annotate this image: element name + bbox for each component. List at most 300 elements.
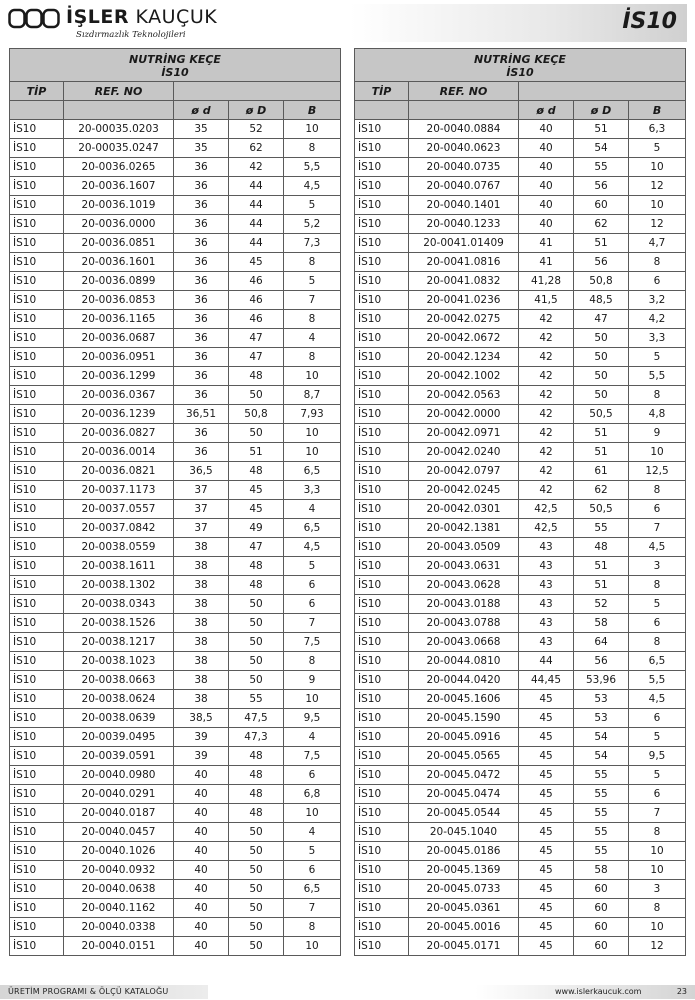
table-row <box>355 861 686 880</box>
table-row <box>355 842 686 861</box>
cell-width: 8 <box>629 253 686 272</box>
cell-width: 10 <box>629 443 686 462</box>
cell-type: İS10 <box>355 272 409 291</box>
cell-ref-no: 20-0040.0884 <box>409 120 519 139</box>
cell-type: İS10 <box>355 918 409 937</box>
cell-type: İS10 <box>10 899 64 918</box>
cell-ref-no: 20-0036.0687 <box>64 329 174 348</box>
company-logo <box>8 6 218 40</box>
cell-width: 6 <box>284 766 341 785</box>
cell-inner-diameter: 38 <box>174 690 229 709</box>
table-row <box>10 329 341 348</box>
cell-width: 9,5 <box>284 709 341 728</box>
table-row <box>355 728 686 747</box>
cell-outer-diameter: 45 <box>229 253 284 272</box>
cell-type: İS10 <box>10 139 64 158</box>
cell-inner-diameter: 45 <box>519 709 574 728</box>
cell-type: İS10 <box>355 329 409 348</box>
cell-width: 5 <box>629 766 686 785</box>
cell-ref-no: 20-0040.0735 <box>409 158 519 177</box>
table-row <box>355 880 686 899</box>
cell-outer-diameter: 47 <box>574 310 629 329</box>
table-header-row <box>355 82 686 101</box>
cell-ref-no: 20-0041.0236 <box>409 291 519 310</box>
cell-type: İS10 <box>355 310 409 329</box>
cell-ref-no: 20-0042.0563 <box>409 386 519 405</box>
cell-inner-diameter: 41 <box>519 234 574 253</box>
cell-ref-no: 20-0038.0559 <box>64 538 174 557</box>
table-row <box>355 918 686 937</box>
table-row <box>355 405 686 424</box>
col-subheader-blank <box>64 101 174 120</box>
cell-ref-no: 20-0040.1162 <box>64 899 174 918</box>
cell-inner-diameter: 40 <box>519 215 574 234</box>
cell-inner-diameter: 40 <box>174 823 229 842</box>
cell-inner-diameter: 36 <box>174 158 229 177</box>
cell-type: İS10 <box>355 861 409 880</box>
table-row <box>10 842 341 861</box>
cell-inner-diameter: 42 <box>519 329 574 348</box>
cell-ref-no: 20-0045.1606 <box>409 690 519 709</box>
cell-width: 7 <box>284 899 341 918</box>
cell-type: İS10 <box>10 595 64 614</box>
cell-outer-diameter: 61 <box>574 462 629 481</box>
cell-type: İS10 <box>355 500 409 519</box>
cell-type: İS10 <box>10 158 64 177</box>
cell-ref-no: 20-0040.0932 <box>64 861 174 880</box>
cell-outer-diameter: 50 <box>229 424 284 443</box>
cell-inner-diameter: 38 <box>174 633 229 652</box>
cell-type: İS10 <box>10 766 64 785</box>
cell-ref-no: 20-0040.0338 <box>64 918 174 937</box>
cell-outer-diameter: 64 <box>574 633 629 652</box>
cell-type: İS10 <box>355 747 409 766</box>
cell-width: 10 <box>629 918 686 937</box>
cell-type: İS10 <box>355 405 409 424</box>
brand-bold: İŞLER <box>66 6 129 28</box>
cell-outer-diameter: 55 <box>574 842 629 861</box>
cell-ref-no: 20-0036.1601 <box>64 253 174 272</box>
cell-inner-diameter: 37 <box>174 481 229 500</box>
cell-outer-diameter: 50 <box>229 861 284 880</box>
table-row <box>10 481 341 500</box>
cell-ref-no: 20-0045.0916 <box>409 728 519 747</box>
cell-inner-diameter: 36 <box>174 386 229 405</box>
cell-ref-no: 20-0036.0853 <box>64 291 174 310</box>
table-row <box>355 291 686 310</box>
table-title-line2: İS10 <box>161 65 189 79</box>
cell-type: İS10 <box>355 291 409 310</box>
cell-width: 8 <box>284 918 341 937</box>
cell-outer-diameter: 55 <box>574 804 629 823</box>
cell-inner-diameter: 45 <box>519 842 574 861</box>
table-row <box>10 253 341 272</box>
cell-width: 8 <box>284 652 341 671</box>
cell-outer-diameter: 51 <box>574 443 629 462</box>
cell-ref-no: 20-0040.0623 <box>409 139 519 158</box>
cell-width: 4,7 <box>629 234 686 253</box>
col-subheader-blank <box>355 101 409 120</box>
cell-type: İS10 <box>355 424 409 443</box>
table-row <box>10 215 341 234</box>
cell-width: 7,3 <box>284 234 341 253</box>
cell-ref-no: 20-0036.1607 <box>64 177 174 196</box>
cell-inner-diameter: 36,5 <box>174 462 229 481</box>
product-code-box <box>350 4 687 42</box>
table-row <box>10 785 341 804</box>
cell-inner-diameter: 40 <box>174 937 229 956</box>
cell-outer-diameter: 48 <box>229 804 284 823</box>
table-row <box>355 671 686 690</box>
cell-inner-diameter: 38 <box>174 538 229 557</box>
cell-outer-diameter: 55 <box>229 690 284 709</box>
cell-ref-no: 20-0038.0343 <box>64 595 174 614</box>
cell-outer-diameter: 50 <box>229 633 284 652</box>
page-footer <box>0 985 695 1000</box>
cell-ref-no: 20-0036.0851 <box>64 234 174 253</box>
cell-type: İS10 <box>10 690 64 709</box>
cell-outer-diameter: 50 <box>229 671 284 690</box>
cell-width: 4,5 <box>629 538 686 557</box>
cell-ref-no: 20-0036.0821 <box>64 462 174 481</box>
cell-outer-diameter: 48 <box>229 557 284 576</box>
cell-ref-no: 20-0042.0971 <box>409 424 519 443</box>
cell-ref-no: 20-0036.1239 <box>64 405 174 424</box>
table-row <box>10 937 341 956</box>
cell-outer-diameter: 48 <box>229 576 284 595</box>
cell-outer-diameter: 47,5 <box>229 709 284 728</box>
table-title <box>355 49 686 82</box>
cell-inner-diameter: 38 <box>174 576 229 595</box>
cell-width: 6 <box>629 614 686 633</box>
cell-ref-no: 20-0041.0832 <box>409 272 519 291</box>
cell-width: 4,8 <box>629 405 686 424</box>
cell-type: İS10 <box>10 291 64 310</box>
cell-outer-diameter: 52 <box>574 595 629 614</box>
cell-inner-diameter: 44,45 <box>519 671 574 690</box>
cell-ref-no: 20-0040.0638 <box>64 880 174 899</box>
table-row <box>355 367 686 386</box>
cell-width: 7 <box>284 614 341 633</box>
cell-ref-no: 20-0036.1019 <box>64 196 174 215</box>
cell-type: İS10 <box>10 329 64 348</box>
table-row <box>355 329 686 348</box>
cell-inner-diameter: 40 <box>174 785 229 804</box>
table-row <box>355 785 686 804</box>
cell-width: 6 <box>284 861 341 880</box>
table-row <box>355 899 686 918</box>
cell-type: İS10 <box>355 462 409 481</box>
cell-outer-diameter: 56 <box>574 253 629 272</box>
cell-width: 4 <box>284 823 341 842</box>
cell-type: İS10 <box>355 766 409 785</box>
cell-inner-diameter: 40 <box>519 139 574 158</box>
cell-outer-diameter: 53 <box>574 690 629 709</box>
cell-type: İS10 <box>355 690 409 709</box>
cell-ref-no: 20-0042.0245 <box>409 481 519 500</box>
cell-ref-no: 20-0036.0014 <box>64 443 174 462</box>
cell-type: İS10 <box>355 234 409 253</box>
cell-width: 4,2 <box>629 310 686 329</box>
cell-type: İS10 <box>355 519 409 538</box>
cell-type: İS10 <box>10 633 64 652</box>
cell-ref-no: 20-0038.0663 <box>64 671 174 690</box>
cell-ref-no: 20-0038.1302 <box>64 576 174 595</box>
cell-inner-diameter: 42 <box>519 424 574 443</box>
cell-inner-diameter: 45 <box>519 804 574 823</box>
cell-ref-no: 20-0038.1526 <box>64 614 174 633</box>
table-row <box>10 462 341 481</box>
cell-outer-diameter: 55 <box>574 158 629 177</box>
cell-outer-diameter: 50 <box>229 918 284 937</box>
cell-inner-diameter: 45 <box>519 766 574 785</box>
cell-type: İS10 <box>10 785 64 804</box>
cell-inner-diameter: 36 <box>174 196 229 215</box>
cell-inner-diameter: 36 <box>174 177 229 196</box>
cell-inner-diameter: 40 <box>519 158 574 177</box>
col-header-inner-diameter: ø d <box>174 101 229 120</box>
cell-inner-diameter: 42 <box>519 310 574 329</box>
col-header-dims <box>519 82 686 101</box>
table-row <box>10 804 341 823</box>
cell-outer-diameter: 50 <box>229 880 284 899</box>
cell-type: İS10 <box>10 842 64 861</box>
cell-outer-diameter: 48 <box>229 766 284 785</box>
cell-inner-diameter: 39 <box>174 728 229 747</box>
table-row <box>10 386 341 405</box>
table-row <box>355 177 686 196</box>
cell-inner-diameter: 42 <box>519 443 574 462</box>
cell-inner-diameter: 43 <box>519 614 574 633</box>
cell-ref-no: 20-0045.0186 <box>409 842 519 861</box>
cell-outer-diameter: 48 <box>229 785 284 804</box>
cell-width: 10 <box>284 120 341 139</box>
cell-inner-diameter: 45 <box>519 690 574 709</box>
table-row <box>10 595 341 614</box>
cell-inner-diameter: 40 <box>519 177 574 196</box>
cell-ref-no: 20-0036.0367 <box>64 386 174 405</box>
cell-outer-diameter: 46 <box>229 291 284 310</box>
cell-type: İS10 <box>355 899 409 918</box>
cell-width: 5 <box>629 728 686 747</box>
table-row <box>355 557 686 576</box>
cell-ref-no: 20-0040.0151 <box>64 937 174 956</box>
cell-width: 8 <box>629 576 686 595</box>
cell-type: İS10 <box>10 652 64 671</box>
cell-type: İS10 <box>355 139 409 158</box>
cell-inner-diameter: 40 <box>174 899 229 918</box>
cell-type: İS10 <box>10 937 64 956</box>
cell-outer-diameter: 54 <box>574 728 629 747</box>
cell-width: 5 <box>629 139 686 158</box>
cell-inner-diameter: 41,5 <box>519 291 574 310</box>
cell-ref-no: 20-00035.0247 <box>64 139 174 158</box>
page-number: 23 <box>676 987 687 996</box>
cell-type: İS10 <box>355 804 409 823</box>
cell-width: 8 <box>629 481 686 500</box>
col-header-dims <box>174 82 341 101</box>
cell-inner-diameter: 36,51 <box>174 405 229 424</box>
cell-inner-diameter: 43 <box>519 557 574 576</box>
cell-ref-no: 20-0043.0668 <box>409 633 519 652</box>
cell-ref-no: 20-0045.1590 <box>409 709 519 728</box>
cell-width: 8 <box>284 348 341 367</box>
logo-rings-icon <box>8 8 60 30</box>
col-header-ref: REF. NO <box>64 82 174 101</box>
table-row <box>355 823 686 842</box>
cell-inner-diameter: 42 <box>519 462 574 481</box>
cell-ref-no: 20-0042.0000 <box>409 405 519 424</box>
cell-width: 6,8 <box>284 785 341 804</box>
cell-width: 8 <box>629 899 686 918</box>
table-header-row <box>10 82 341 101</box>
cell-type: İS10 <box>10 443 64 462</box>
cell-outer-diameter: 50 <box>574 348 629 367</box>
cell-outer-diameter: 48,5 <box>574 291 629 310</box>
cell-outer-diameter: 44 <box>229 234 284 253</box>
table-row <box>355 424 686 443</box>
table-row <box>10 405 341 424</box>
cell-width: 8 <box>629 386 686 405</box>
cell-outer-diameter: 50,8 <box>574 272 629 291</box>
cell-ref-no: 20-0042.1381 <box>409 519 519 538</box>
cell-type: İS10 <box>10 424 64 443</box>
cell-outer-diameter: 50 <box>574 386 629 405</box>
cell-ref-no: 20-0042.0797 <box>409 462 519 481</box>
table-row <box>10 880 341 899</box>
col-header-outer-diameter: ø D <box>574 101 629 120</box>
cell-inner-diameter: 36 <box>174 215 229 234</box>
cell-type: İS10 <box>10 310 64 329</box>
table-row <box>10 747 341 766</box>
cell-width: 5,5 <box>629 367 686 386</box>
cell-width: 6,3 <box>629 120 686 139</box>
cell-outer-diameter: 50 <box>229 842 284 861</box>
cell-inner-diameter: 36 <box>174 443 229 462</box>
cell-inner-diameter: 42 <box>519 348 574 367</box>
cell-ref-no: 20-0039.0591 <box>64 747 174 766</box>
cell-ref-no: 20-0038.0639 <box>64 709 174 728</box>
cell-type: İS10 <box>355 158 409 177</box>
cell-ref-no: 20-0036.1165 <box>64 310 174 329</box>
product-code: İS10 <box>622 9 677 34</box>
cell-ref-no: 20-0045.0474 <box>409 785 519 804</box>
table-row <box>355 462 686 481</box>
cell-inner-diameter: 45 <box>519 861 574 880</box>
cell-type: İS10 <box>355 595 409 614</box>
cell-ref-no: 20-0040.0980 <box>64 766 174 785</box>
cell-inner-diameter: 45 <box>519 823 574 842</box>
cell-width: 3 <box>629 557 686 576</box>
table-row <box>355 595 686 614</box>
footer-website-link[interactable]: www.islerkaucuk.com <box>555 987 642 996</box>
cell-type: İS10 <box>10 348 64 367</box>
cell-width: 12 <box>629 937 686 956</box>
cell-width: 6 <box>629 500 686 519</box>
cell-type: İS10 <box>355 671 409 690</box>
table-row <box>355 937 686 956</box>
table-row <box>10 690 341 709</box>
cell-outer-diameter: 50,8 <box>229 405 284 424</box>
cell-outer-diameter: 47 <box>229 329 284 348</box>
cell-width: 5,5 <box>284 158 341 177</box>
cell-inner-diameter: 36 <box>174 253 229 272</box>
cell-type: İS10 <box>10 861 64 880</box>
cell-outer-diameter: 50 <box>229 595 284 614</box>
cell-ref-no: 20-0043.0631 <box>409 557 519 576</box>
cell-inner-diameter: 36 <box>174 291 229 310</box>
col-header-width: B <box>629 101 686 120</box>
table-title <box>10 49 341 82</box>
cell-outer-diameter: 51 <box>574 576 629 595</box>
cell-width: 5 <box>629 348 686 367</box>
cell-outer-diameter: 62 <box>574 481 629 500</box>
cell-type: İS10 <box>10 367 64 386</box>
cell-type: İS10 <box>355 709 409 728</box>
table-row <box>355 747 686 766</box>
cell-outer-diameter: 55 <box>574 519 629 538</box>
cell-type: İS10 <box>10 120 64 139</box>
cell-type: İS10 <box>355 177 409 196</box>
cell-inner-diameter: 38,5 <box>174 709 229 728</box>
cell-width: 10 <box>629 196 686 215</box>
cell-outer-diameter: 53 <box>574 709 629 728</box>
cell-type: İS10 <box>10 823 64 842</box>
cell-outer-diameter: 50,5 <box>574 405 629 424</box>
cell-outer-diameter: 47 <box>229 538 284 557</box>
table-row <box>10 310 341 329</box>
table-row <box>10 367 341 386</box>
cell-outer-diameter: 48 <box>574 538 629 557</box>
cell-inner-diameter: 36 <box>174 367 229 386</box>
footer-right <box>475 985 695 999</box>
cell-outer-diameter: 50 <box>229 652 284 671</box>
cell-inner-diameter: 40 <box>174 918 229 937</box>
cell-type: İS10 <box>355 215 409 234</box>
table-row <box>355 519 686 538</box>
cell-ref-no: 20-0038.1023 <box>64 652 174 671</box>
cell-width: 6 <box>629 785 686 804</box>
cell-outer-diameter: 45 <box>229 500 284 519</box>
cell-inner-diameter: 43 <box>519 633 574 652</box>
table-row <box>355 253 686 272</box>
cell-inner-diameter: 45 <box>519 728 574 747</box>
cell-outer-diameter: 50 <box>574 367 629 386</box>
cell-ref-no: 20-0036.1299 <box>64 367 174 386</box>
cell-width: 12,5 <box>629 462 686 481</box>
table-row <box>10 652 341 671</box>
cell-width: 7 <box>629 519 686 538</box>
cell-width: 6 <box>629 272 686 291</box>
cell-type: İS10 <box>355 880 409 899</box>
cell-ref-no: 20-0037.0557 <box>64 500 174 519</box>
cell-width: 4 <box>284 728 341 747</box>
cell-type: İS10 <box>10 614 64 633</box>
cell-outer-diameter: 44 <box>229 177 284 196</box>
cell-type: İS10 <box>10 519 64 538</box>
table-row <box>355 500 686 519</box>
table-row <box>355 633 686 652</box>
cell-type: İS10 <box>10 728 64 747</box>
col-header-inner-diameter: ø d <box>519 101 574 120</box>
cell-outer-diameter: 51 <box>574 557 629 576</box>
cell-outer-diameter: 50,5 <box>574 500 629 519</box>
cell-inner-diameter: 36 <box>174 424 229 443</box>
cell-width: 9,5 <box>629 747 686 766</box>
table-row <box>10 500 341 519</box>
cell-type: İS10 <box>10 557 64 576</box>
cell-width: 10 <box>284 367 341 386</box>
